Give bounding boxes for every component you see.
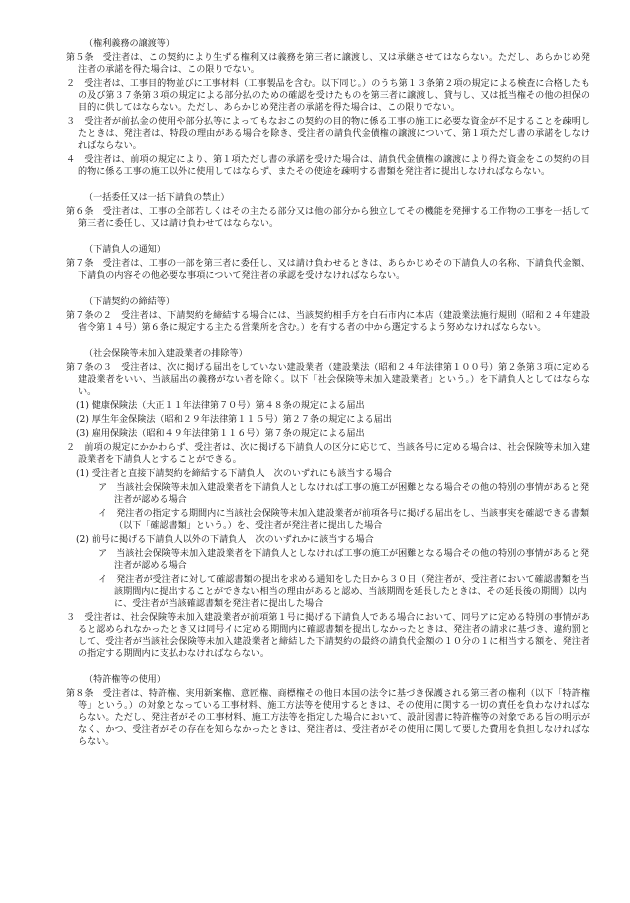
- list-item: (2) 厚生年金保険法（昭和２９年法律第１１５号）第２７条の規定による届出: [76, 415, 392, 425]
- list-subitem: イ 発注者の指定する期間内に当該社会保険等未加入建設業者が前項各号に掲げる届出をし、当該事実を確認できる書類（以下「確認書類」という。）を、受注者が発注者に提出した場合: [98, 509, 590, 531]
- article-8-para-1: 第８条 受注者は、特許権、実用新案権、意匠権、商標権その他日本国の法令に基づき保護される第三者の権利（以下「特許権等」という。）の対象となっている工事材料、施工方法等を使用するときは、その使用に関する一切の責任を負わなければならない。ただし、発注者がその工事材料、施工方法等を指定した場合において、設計図書に特許権等の対象である旨の明示がなく、かつ、受注者がその存在を知らなかったときは、発注者は、受注者がその使用に関して要した費用を負担しなければならない。: [66, 689, 590, 747]
- section-title: （一括委任又は一括下請負の禁止）: [84, 193, 230, 203]
- section-title: （社会保険等未加入建設業者の排除等）: [84, 349, 248, 359]
- list-subitem: イ 発注者が受注者に対して確認書類の提出を求める通知をした日から３０日（発注者が、受注者において確認書類を当該期間内に提出することができない相当の理由があると認め、当該期間を延長したときは、その延長後の期間）以内に、受注者が当該確認書類を発注者に提出した場合: [98, 575, 590, 609]
- list-item: (3) 雇用保険法（昭和４９年法律第１１６号）第７条の規定による届出: [76, 429, 365, 439]
- section-title: （権利義務の譲渡等）: [84, 39, 175, 49]
- section-title: （下請契約の締結等）: [84, 297, 175, 307]
- article-5-para-3: ３ 受注者が前払金の使用や部分払等によってもなおこの契約の目的物に係る工事の施工に必要な資金が不足することを疎明したときは、発注者は、特段の理由がある場合を除き、受注者の請負代金債権の譲渡について、第１項ただし書の承諾をしなければならない。: [66, 117, 590, 151]
- section-subcontract-conclusion: [66, 296, 590, 334]
- section-social-insurance-exclusion: [66, 348, 590, 660]
- article-7-3-para-3: ３ 受注者は、社会保険等未加入建設業者が前項第１号に掲げる下請負人である場合において、同号アに定める特別の事情があると認められなかったとき又は同号イに定める期間内に確認書類を提出しなかったときは、発注者の請求に基づき、違約罰として、受注者が当該社会保険等未加入建設業者と締結した下請契約の最終の請負代金額の１０分の１に相当する額を、発注者の指定する期間内に支払わなければならない。: [66, 613, 590, 659]
- list-item: (1) 受注者と直接下請契約を締結する下請負人 次のいずれにも該当する場合: [76, 469, 392, 479]
- article-6-para-1: 第６条 受注者は、工事の全部若しくはその主たる部分又は他の部分から独立してその機能を発揮する工作物の工事を一括して第三者に委任し、又は請け負わせてはならない。: [66, 207, 590, 229]
- section-subcontractor-notice: [66, 244, 590, 282]
- article-7-3-para-2: ２ 前項の規定にかかわらず、受注者は、次に掲げる下請負人の区分に応じて、当該各号に定める場合は、社会保険等未加入建設業者を下請負人とすることができる。: [66, 443, 590, 465]
- list-subitem: ア 当該社会保険等未加入建設業者を下請負人としなければ工事の施工が困難となる場合その他の特別の事情があると発注者が認める場合: [98, 483, 590, 505]
- section-patent-rights: [66, 674, 590, 748]
- section-assignment-of-rights: [66, 38, 590, 178]
- section-title: （特許権等の使用）: [84, 675, 166, 685]
- article-5-para-4: ４ 受注者は、前項の規定により、第１項ただし書の承諾を受けた場合は、請負代金債権の譲渡により得た資金をこの契約の目的物に係る工事の施工以外に使用してはならず、またその使途を疎明する書類を発注者に提出しなければならない。: [66, 155, 590, 177]
- article-5-para-1: 第５条 受注者は、この契約により生ずる権利又は義務を第三者に譲渡し、又は承継させてはならない。ただし、あらかじめ発注者の承諾を得た場合は、この限りでない。: [66, 53, 590, 75]
- article-5-para-2: ２ 受注者は、工事目的物並びに工事材料（工事製品を含む。以下同じ。）のうち第１３条第２項の規定による検査に合格したもの及び第３７条第３項の規定による部分払のための確認を受けたものを第三者に譲渡し、貸与し、又は抵当権その他の担保の目的に供してはならない。ただし、あらかじめ発注者の承諾を得た場合は、この限りでない。: [66, 79, 590, 113]
- article-7-3-para-1: 第７条の３ 受注者は、次に掲げる届出をしていない建設業者（建設業法（昭和２４年法律第１００号）第２条第３項に定める建設業者をいい、当該届出の義務がない者を除く。以下「社会保険等未加入建設業者」という。）を下請負人としてはならない。: [66, 363, 590, 397]
- section-title: （下請負人の通知）: [84, 245, 166, 255]
- article-7-2-para-1: 第７条の２ 受注者は、下請契約を締結する場合には、当該契約相手方を白石市内に本店（建設業法施行規則（昭和２４年建設省令第１４号）第６条に規定する主たる営業所を含む。）を有する者の中から選定するよう努めなければならない。: [66, 311, 590, 333]
- section-bulk-subcontract-ban: [66, 192, 590, 230]
- article-7-para-1: 第７条 受注者は、工事の一部を第三者に委任し、又は請け負わせるときは、あらかじめその下請負人の名称、下請負代金額、下請負の内容その他必要な事項について発注者の承認を受けなければならない。: [66, 259, 590, 281]
- list-subitem: ア 当該社会保険等未加入建設業者を下請負人としなければ工事の施工が困難となる場合その他の特別の事情があると発注者が認める場合: [98, 549, 590, 571]
- list-item: (1) 健康保険法（大正１１年法律第７０号）第４８条の規定による届出: [76, 401, 365, 411]
- list-item: (2) 前号に掲げる下請負人以外の下請負人 次のいずれかに該当する場合: [76, 535, 374, 545]
